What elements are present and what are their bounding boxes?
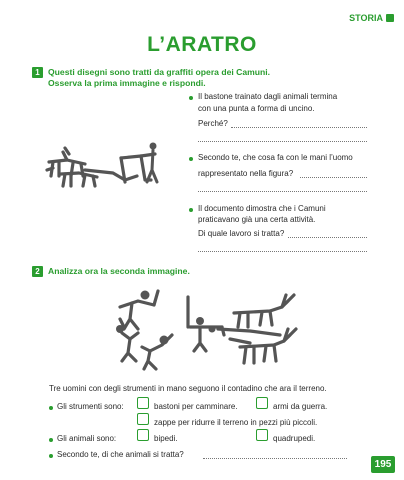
animals-question: Secondo te, di che animali si tratta? bbox=[57, 450, 184, 459]
checkbox-sticks[interactable] bbox=[137, 397, 149, 409]
answer-line-3b[interactable] bbox=[198, 251, 367, 252]
page-number: 195 bbox=[371, 456, 395, 473]
subject-text: STORIA bbox=[349, 13, 383, 23]
option-sticks: bastoni per camminare. bbox=[154, 402, 238, 411]
question-1-prompt: Perché? bbox=[198, 119, 228, 128]
answer-line-1b[interactable] bbox=[198, 141, 367, 142]
question-1-bullet bbox=[189, 96, 193, 100]
answer-line-3a[interactable] bbox=[288, 237, 367, 238]
animals-label: Gli animali sono: bbox=[57, 434, 117, 443]
animals-question-bullet bbox=[49, 454, 53, 458]
question-3-prompt: Di quale lavoro si tratta? bbox=[198, 229, 285, 238]
answer-line-2b[interactable] bbox=[198, 191, 367, 192]
option-weapons: armi da guerra. bbox=[273, 402, 328, 411]
exercise-1-instruction-line2: Osserva la prima immagine e rispondi. bbox=[48, 78, 206, 88]
checkbox-weapons[interactable] bbox=[256, 397, 268, 409]
exercise-2-intro: Tre uomini con degli strumenti in mano seguono il contadino che ara il terreno. bbox=[49, 384, 327, 393]
exercise-2-number: 2 bbox=[32, 266, 43, 277]
exercise-1-instruction-line1: Questi disegni sono tratti da graffiti opera dei Camuni. bbox=[48, 67, 271, 77]
subject-label bbox=[349, 13, 394, 23]
answer-line-2a[interactable] bbox=[300, 177, 367, 178]
option-bipeds: bipedi. bbox=[154, 434, 178, 443]
farmers-graffito-image bbox=[100, 283, 300, 373]
page-title: L’ARATRO bbox=[147, 33, 257, 56]
question-2-bullet bbox=[189, 157, 193, 161]
option-hoes: zappe per ridurre il terreno in pezzi più piccoli. bbox=[154, 418, 318, 427]
answer-line-animals[interactable] bbox=[203, 458, 347, 459]
exercise-2-instruction: Analizza ora la seconda immagine. bbox=[48, 266, 190, 276]
question-2-line1: Secondo te, che cosa fa con le mani l’uomo bbox=[198, 153, 353, 162]
checkbox-quadrupeds[interactable] bbox=[256, 429, 268, 441]
option-quadrupeds: quadrupedi. bbox=[273, 434, 316, 443]
question-1-line1: Il bastone trainato dagli animali termina bbox=[198, 92, 338, 101]
checkbox-bipeds[interactable] bbox=[137, 429, 149, 441]
question-3-line2: praticavano già una certa attività. bbox=[198, 215, 316, 224]
subject-square-icon bbox=[386, 14, 394, 22]
animals-bullet bbox=[49, 438, 53, 442]
checkbox-hoes[interactable] bbox=[137, 413, 149, 425]
question-3-bullet bbox=[189, 208, 193, 212]
question-3-line1: Il documento dimostra che i Camuni bbox=[198, 204, 326, 213]
tools-bullet bbox=[49, 406, 53, 410]
question-1-line2: con una punta a forma di uncino. bbox=[198, 104, 315, 113]
answer-line-1a[interactable] bbox=[231, 127, 367, 128]
plough-graffito-image bbox=[45, 140, 175, 200]
exercise-1-number: 1 bbox=[32, 67, 43, 78]
tools-label: Gli strumenti sono: bbox=[57, 402, 124, 411]
question-2-line2: rappresentato nella figura? bbox=[198, 169, 294, 178]
